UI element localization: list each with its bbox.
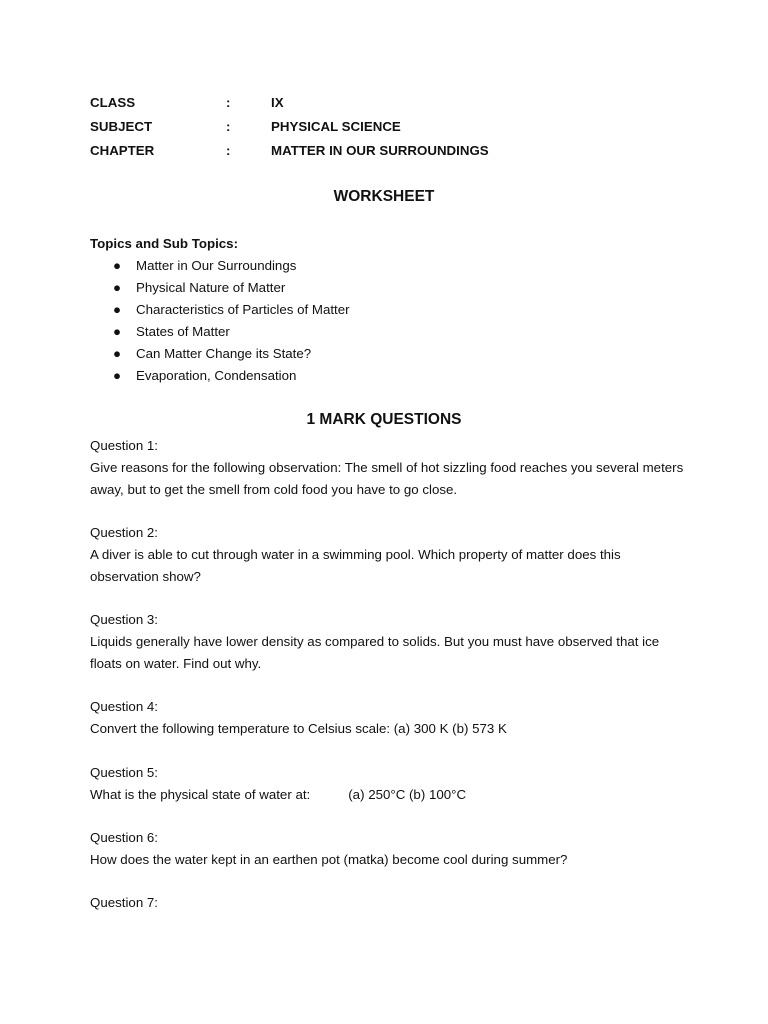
bullet-icon: ● [113,324,122,339]
question-label: Question 2: [90,525,159,540]
topic-text: Evaporation, Condensation [136,368,297,383]
question-7 [90,892,690,914]
question-label: Question 6: [90,830,159,845]
topic-text: Can Matter Change its State? [136,346,312,361]
question-text: How does the water kept in an earthen pot (matka) become cool during summer? [90,852,568,867]
topic-text: Physical Nature of Matter [136,280,286,295]
meta-row-subject [90,119,690,139]
question-text-line [90,784,690,806]
question-label: Question 7: [90,895,159,910]
bullet-icon: ● [113,368,122,383]
question-5 [90,762,690,806]
meta-colon: : [226,119,231,134]
topic-text: Characteristics of Particles of Matter [136,302,350,317]
question-options: (a) 250°C (b) 100°C [348,787,467,802]
question-label: Question 5: [90,765,159,780]
question-label: Question 4: [90,699,159,714]
meta-value: PHYSICAL SCIENCE [271,119,401,134]
question-label: Question 1: [90,438,159,453]
bullet-icon: ● [113,346,122,361]
question-text: Convert the following temperature to Celsius scale: (a) 300 K (b) 573 K [90,721,507,736]
question-6 [90,827,690,871]
question-4 [90,696,690,740]
bullet-icon: ● [113,302,122,317]
topic-text: States of Matter [136,324,230,339]
worksheet-title: WORKSHEET [333,188,435,205]
question-2 [90,522,690,588]
meta-row-class [90,95,690,115]
question-label: Question 3: [90,612,159,627]
meta-row-chapter [90,143,690,163]
question-text: Liquids generally have lower density as compared to solids. But you must have observed that ice floats on water. Find out why. [90,634,660,671]
question-text: A diver is able to cut through water in a swimming pool. Which property of matter does this observation show? [90,547,621,584]
meta-value: MATTER IN OUR SURROUNDINGS [271,143,489,158]
meta-key: SUBJECT [90,119,153,134]
meta-key: CHAPTER [90,143,155,158]
meta-colon: : [226,143,231,158]
question-1 [90,435,690,501]
bullet-icon: ● [113,280,122,295]
section-title: 1 MARK QUESTIONS [306,411,462,428]
topics-label: Topics and Sub Topics: [90,236,238,251]
meta-colon: : [226,95,231,110]
topic-text: Matter in Our Surroundings [136,258,297,273]
meta-key: CLASS [90,95,136,110]
question-3 [90,609,690,675]
question-text: Give reasons for the following observation: The smell of hot sizzling food reaches you several meters away, but to get the smell from cold food you have to go close. [90,460,684,497]
bullet-icon: ● [113,258,122,273]
question-text: What is the physical state of water at: [90,787,311,802]
meta-value: IX [271,95,284,110]
